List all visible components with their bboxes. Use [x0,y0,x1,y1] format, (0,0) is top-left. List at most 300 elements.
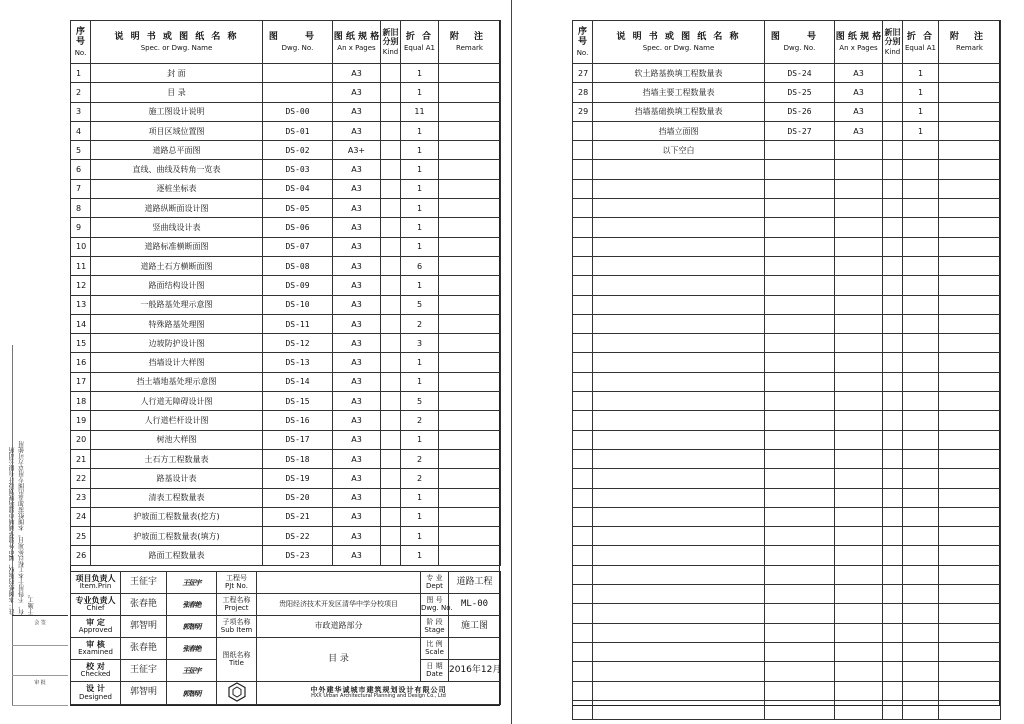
remark-cell [939,488,1001,507]
kind-cell [883,83,903,102]
field-label: 日 期 Date [421,660,449,682]
date-value: 2016年12月 [449,660,501,682]
kind-cell [381,469,401,488]
title-block-row [71,594,501,616]
title-block-row [71,682,501,705]
scale-value [449,638,501,660]
table-row [71,507,501,526]
drawing-name [593,276,765,295]
equal-a1: 1 [401,218,439,237]
kind-cell [883,469,903,488]
equal-a1 [903,449,939,468]
table-row [573,83,1001,102]
sheet-size [835,372,883,391]
table-row [573,141,1001,160]
sheet-size: A3 [333,256,381,275]
person-name: 张春艳 [121,594,167,616]
equal-a1: 1 [903,64,939,83]
row-number: 15 [71,334,91,353]
kind-cell [883,527,903,546]
role-label: 项目负责人 Item.Prin [71,572,121,594]
drawing-name [593,700,765,719]
remark-cell [939,276,1001,295]
equal-a1: 2 [401,314,439,333]
table-row [573,623,1001,642]
drawing-number [765,430,835,449]
signature: 王征宇 [167,660,217,682]
drawing-number: DS-14 [263,372,333,391]
drawing-number [765,449,835,468]
drawing-name [593,585,765,604]
sheet-size [835,160,883,179]
table-row [573,276,1001,295]
col-remark: 附 注 Remark [439,21,501,64]
remark-cell [939,642,1001,661]
drawing-name [593,488,765,507]
kind-cell [883,64,903,83]
sheet-size [835,546,883,565]
remark-cell [939,469,1001,488]
table-row [71,546,501,565]
remark-cell [939,83,1001,102]
remark-cell [439,507,501,526]
remark-cell [939,604,1001,623]
remark-cell [439,430,501,449]
row-number [573,237,593,256]
row-number [573,430,593,449]
drawing-index-table-left [70,20,501,566]
drawing-name: 护坡面工程数量表(挖方) [91,507,263,526]
row-number [573,372,593,391]
row-number: 24 [71,507,91,526]
row-number [573,218,593,237]
drawing-number: DS-17 [263,430,333,449]
equal-a1 [903,623,939,642]
remark-cell [439,314,501,333]
kind-cell [381,372,401,391]
remark-cell [939,585,1001,604]
drawing-name: 土石方工程数量表 [91,449,263,468]
drawing-number: DS-20 [263,488,333,507]
drawing-name: 竖曲线设计表 [91,218,263,237]
equal-a1: 1 [401,160,439,179]
drawing-name [593,411,765,430]
drawing-name [593,353,765,372]
drawing-name [593,160,765,179]
equal-a1: 1 [401,179,439,198]
equal-a1 [903,141,939,160]
equal-a1 [903,527,939,546]
page-fold-line [511,0,512,724]
equal-a1: 1 [401,353,439,372]
field-label: 工程名称 Project [217,594,257,616]
kind-cell [883,662,903,681]
remark-cell [939,160,1001,179]
drawing-number: DS-08 [263,256,333,275]
equal-a1: 3 [401,334,439,353]
sheet-size: A3 [333,353,381,372]
drawing-number [765,662,835,681]
equal-a1 [903,392,939,411]
row-number [573,314,593,333]
row-number: 19 [71,411,91,430]
sheet-size [835,430,883,449]
table-row [71,353,501,372]
sheet-size: A3 [835,102,883,121]
row-number: 18 [71,392,91,411]
drawing-name [593,623,765,642]
remark-cell [939,372,1001,391]
drawing-name: 施工图设计说明 [91,102,263,121]
row-number: 16 [71,353,91,372]
table-row [71,64,501,83]
sheet-size [835,353,883,372]
kind-cell [883,411,903,430]
sheet-size: A3 [333,334,381,353]
equal-a1: 1 [401,527,439,546]
company-name: 中外建华诚城市建筑规划设计有限公司 HXX Urban Architectural Planning and Design Co., Ltd [257,682,501,705]
remark-cell [939,565,1001,584]
drawing-number: DS-03 [263,160,333,179]
drawing-number: DS-05 [263,199,333,218]
kind-cell [381,411,401,430]
drawing-name [593,295,765,314]
sheet-size [835,411,883,430]
drawing-name [593,237,765,256]
sheet-size: A3 [333,488,381,507]
kind-cell [381,237,401,256]
drawing-number: DS-09 [263,276,333,295]
drawing-name [593,604,765,623]
person-name: 王征宇 [121,660,167,682]
remark-cell [439,102,501,121]
row-number: 14 [71,314,91,333]
table-row [573,237,1001,256]
field-label: 阶 段 Stage [421,616,449,638]
row-number: 3 [71,102,91,121]
table-row [71,276,501,295]
drawing-number [765,179,835,198]
table-row [71,334,501,353]
table-row [573,334,1001,353]
equal-a1 [903,604,939,623]
equal-a1 [903,469,939,488]
remark-cell [439,411,501,430]
sheet-size [835,527,883,546]
table-row [71,141,501,160]
sheet-size [835,392,883,411]
table-row [71,256,501,275]
row-number [573,565,593,584]
sheet-size [835,218,883,237]
kind-cell [883,488,903,507]
row-number: 9 [71,218,91,237]
dwg-no-value: ML-00 [449,594,501,616]
sheet-size [835,276,883,295]
remark-cell [939,546,1001,565]
kind-cell [883,546,903,565]
drawing-number [765,507,835,526]
sheet-size: A3+ [333,141,381,160]
row-number [573,199,593,218]
equal-a1 [903,546,939,565]
kind-cell [883,392,903,411]
kind-cell [381,160,401,179]
drawing-number: DS-16 [263,411,333,430]
drawing-name [593,546,765,565]
row-number: 20 [71,430,91,449]
drawing-name: 路面工程数量表 [91,546,263,565]
stage-value: 施工图 [449,616,501,638]
row-number: 26 [71,546,91,565]
row-number [573,681,593,700]
drawing-number: DS-12 [263,334,333,353]
remark-cell [439,121,501,140]
drawing-name [593,469,765,488]
sheet-size: A3 [333,507,381,526]
sheet-size: A3 [333,469,381,488]
equal-a1 [903,218,939,237]
table-row [71,449,501,468]
kind-cell [381,527,401,546]
drawing-number [765,700,835,719]
company-logo-icon [227,682,247,702]
drawing-number: DS-26 [765,102,835,121]
kind-cell [381,276,401,295]
kind-cell [883,121,903,140]
kind-cell [381,179,401,198]
drawing-number: DS-06 [263,218,333,237]
kind-cell [883,681,903,700]
row-number [573,411,593,430]
drawing-name [593,642,765,661]
kind-cell [381,392,401,411]
sheet-size: A3 [333,218,381,237]
row-number: 4 [71,121,91,140]
drawing-number: DS-04 [263,179,333,198]
sheet-size: A3 [333,392,381,411]
remark-cell [939,218,1001,237]
kind-cell [883,585,903,604]
drawing-name [593,565,765,584]
field-label: 图纸名称 Title [217,638,257,682]
table-header-row [71,21,501,64]
row-number: 6 [71,160,91,179]
equal-a1: 11 [401,102,439,121]
drawing-name: 人行道栏杆设计图 [91,411,263,430]
table-row [573,218,1001,237]
drawing-name: 道路纵断面设计图 [91,199,263,218]
row-number [573,585,593,604]
drawing-number [765,392,835,411]
field-label: 工程号 PJt No. [217,572,257,594]
equal-a1 [903,334,939,353]
equal-a1: 2 [401,449,439,468]
table-row [71,179,501,198]
drawing-name: 道路标准横断面图 [91,237,263,256]
kind-cell [381,83,401,102]
drawing-number [765,353,835,372]
row-number [573,604,593,623]
kind-cell [381,430,401,449]
remark-cell [439,392,501,411]
signature: 张春艳 [167,638,217,660]
drawing-name: 挡墙主要工程数量表 [593,83,765,102]
kind-cell [883,449,903,468]
sheet-size [835,469,883,488]
kind-cell [381,64,401,83]
equal-a1 [903,237,939,256]
company-logo [217,682,257,705]
drawing-name: 项目区域位置图 [91,121,263,140]
sheet-size: A3 [333,372,381,391]
drawing-name: 以下空白 [593,141,765,160]
kind-cell [883,430,903,449]
sheet-size [835,256,883,275]
remark-cell [439,334,501,353]
equal-a1: 1 [401,83,439,102]
kind-cell [883,276,903,295]
sheet-size: A3 [333,449,381,468]
table-row [573,449,1001,468]
remark-cell [439,160,501,179]
person-name: 郭智明 [121,682,167,705]
field-label: 专 业 Dept [421,572,449,594]
sheet-size: A3 [835,64,883,83]
drawing-name: 路面结构设计图 [91,276,263,295]
sheet-size [835,295,883,314]
role-label: 审 定 Approved [71,616,121,638]
drawing-number: DS-02 [263,141,333,160]
drawing-number [263,64,333,83]
table-row [71,102,501,121]
remark-cell [939,121,1001,140]
row-number: 1 [71,64,91,83]
sheet-size: A3 [333,199,381,218]
row-number: 29 [573,102,593,121]
kind-cell [883,565,903,584]
table-row [573,179,1001,198]
equal-a1: 2 [401,469,439,488]
col-kind: 新旧 分别 Kind [381,21,401,64]
sheet-size: A3 [333,83,381,102]
remark-cell [939,334,1001,353]
drawing-number [765,160,835,179]
table-row [573,121,1001,140]
row-number [573,141,593,160]
sheet-size [835,604,883,623]
signature: 郭智明 [167,682,217,705]
row-number: 28 [573,83,593,102]
sheet-size [835,334,883,353]
sheet-size [835,314,883,333]
table-row [71,199,501,218]
drawing-number: DS-11 [263,314,333,333]
row-number [573,276,593,295]
drawing-name: 挡墙设计大样图 [91,353,263,372]
drawing-name [593,199,765,218]
equal-a1 [903,160,939,179]
row-number [573,700,593,719]
remark-cell [939,700,1001,719]
table-row [573,314,1001,333]
row-number [573,527,593,546]
copyright-note: 注：本图纸的版权，属中外建华诚城市建筑规划设计有限公司所有，不得用于本工程以外项目。本图纸需加盖出图专用章方可使用于施工。 [9,441,36,615]
sheet-size: A3 [333,527,381,546]
drawing-name: 一般路基处理示意图 [91,295,263,314]
sheet-size: A3 [333,102,381,121]
equal-a1: 6 [401,256,439,275]
col-no: 序号 No. [573,21,593,64]
table-row [71,469,501,488]
drawing-name: 挡墙基础换填工程数量表 [593,102,765,121]
drawing-name [593,372,765,391]
drawing-name: 道路土石方横断面图 [91,256,263,275]
sheet-size [835,507,883,526]
equal-a1 [903,700,939,719]
equal-a1 [903,314,939,333]
kind-cell [381,353,401,372]
remark-cell [939,662,1001,681]
table-row [573,199,1001,218]
drawing-number: DS-07 [263,237,333,256]
person-name: 郭智明 [121,616,167,638]
row-number: 5 [71,141,91,160]
kind-cell [381,121,401,140]
drawing-name: 护坡面工程数量表(填方) [91,527,263,546]
sheet-size [835,141,883,160]
table-row [573,256,1001,275]
drawing-name: 直线、曲线及转角一览表 [91,160,263,179]
drawing-number: DS-24 [765,64,835,83]
table-row [573,295,1001,314]
equal-a1 [903,353,939,372]
drawing-name: 路基设计表 [91,469,263,488]
row-number: 25 [71,527,91,546]
equal-a1 [903,565,939,584]
drawing-number [765,585,835,604]
kind-cell [883,314,903,333]
drawing-number [765,372,835,391]
remark-cell [439,199,501,218]
sub-item-value: 市政道路部分 [257,616,421,638]
table-row [71,430,501,449]
col-remark: 附 注 Remark [939,21,1001,64]
drawing-name [593,179,765,198]
sheet-size [835,585,883,604]
drawing-number [765,681,835,700]
col-dwg-no: 图 号 Dwg. No. [765,21,835,64]
kind-cell [883,256,903,275]
row-number [573,334,593,353]
drawing-number [263,83,333,102]
kind-cell [381,102,401,121]
col-size: 图 纸 规 格 An x Pages [835,21,883,64]
kind-cell [381,199,401,218]
field-label: 图 号 Dwg. No. [421,594,449,616]
row-number [573,488,593,507]
row-number: 2 [71,83,91,102]
remark-cell [939,256,1001,275]
remark-cell [939,449,1001,468]
remark-cell [439,237,501,256]
remark-cell [439,276,501,295]
drawing-number: DS-22 [263,527,333,546]
sheet-size [835,488,883,507]
remark-cell [939,507,1001,526]
drawing-number [765,237,835,256]
sheet-size [835,199,883,218]
